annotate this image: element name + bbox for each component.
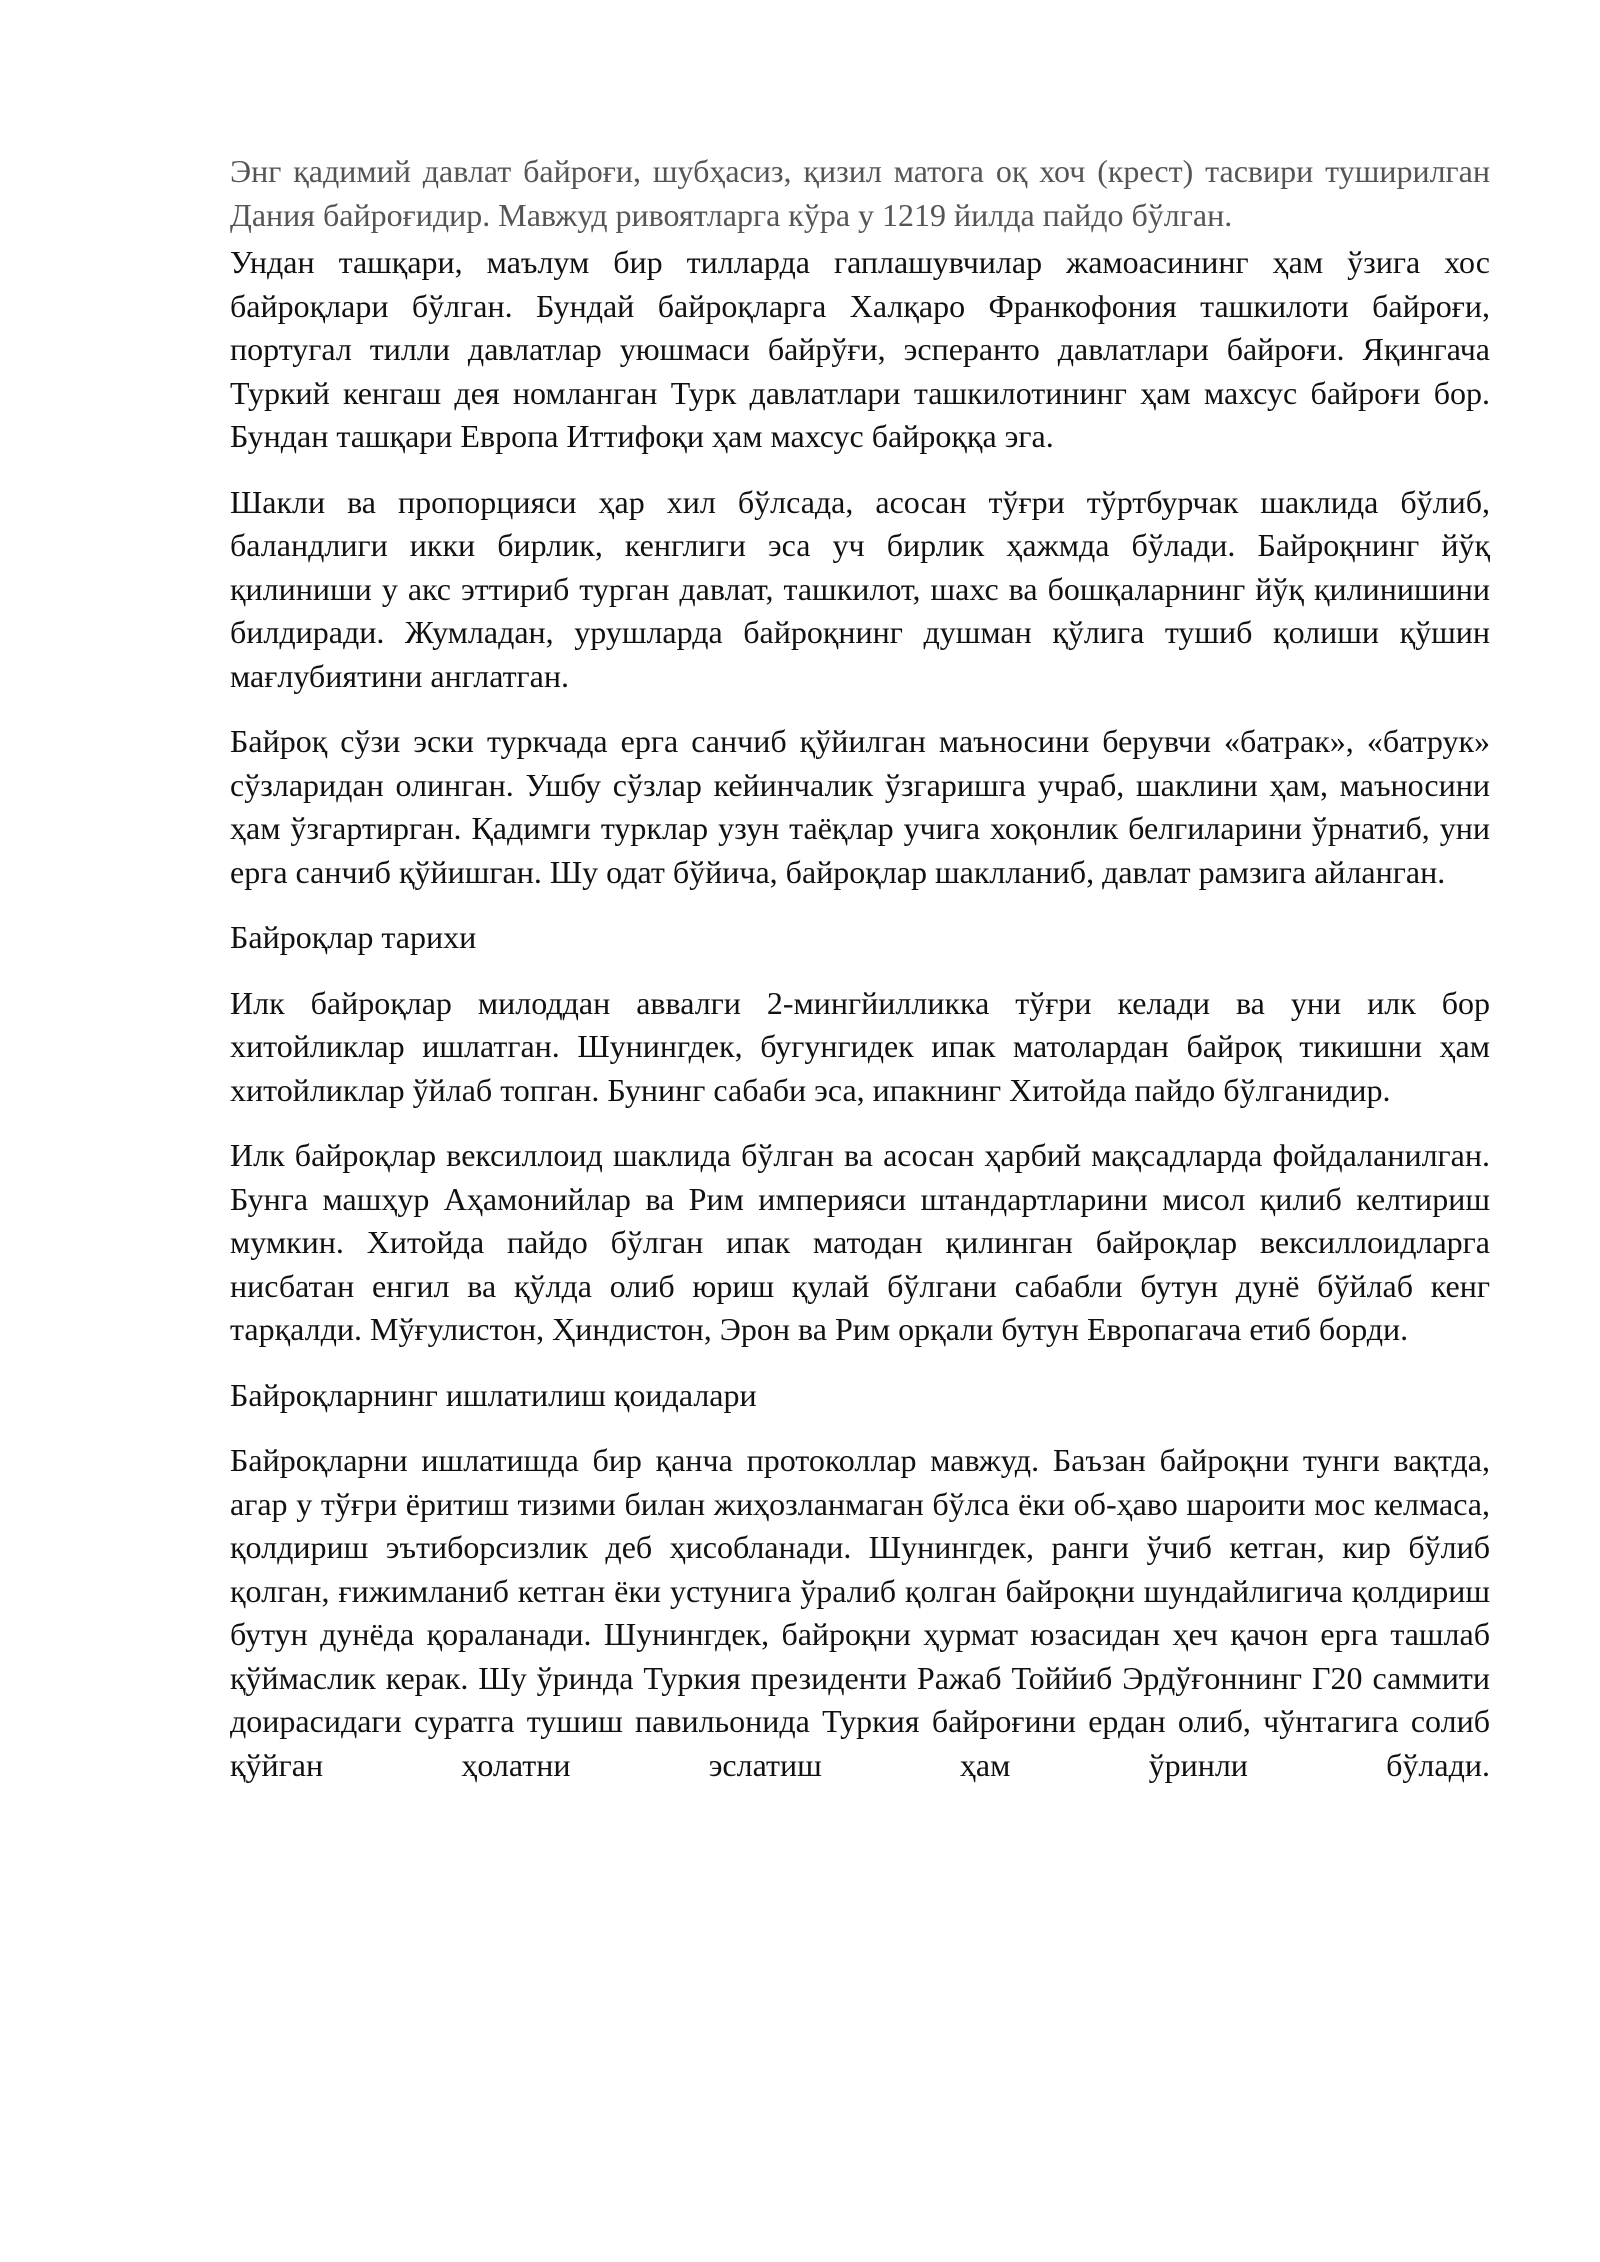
document-page (230, 150, 1490, 1809)
paragraph-first-flags-china: Илк байроқлар милоддан аввалги 2-мингйилликка тўғри келади ва уни илк бор хитойликлар ишлатган. Шунингдек, бугунгидек ипак матолардан байроқ тикишни ҳам хитойликлар ўйлаб топган. Бунинг сабаби эса, ипакнинг Хитойда пайдо бўлганидир. (230, 984, 1490, 1108)
paragraph-shape-proportions: Шакли ва пропорцияси ҳар хил бўлсада, асосан тўғри тўртбурчак шаклида бўлиб, баландлиги икки бирлик, кенглиги эса уч бирлик ҳажмда бўлади. Байроқнинг йўқ қилиниши у акс эттириб турган давлат, ташкилот, шахс ва бошқаларнинг йўқ қилинишини билдиради. Жумладан, урушларда байроқнинг душман қўлига тушиб қолиши қўшин мағлубиятини англатган. (230, 483, 1490, 694)
paragraph-language-communities: Ундан ташқари, маълум бир тилларда гаплашувчилар жамоасининг ҳам ўзига хос байроқлари бўлган. Бундай байроқларга Халқаро Франкофония ташкилоти байроғи, португал тилли давлатлар уюшмаси байрўғи, эсперанто давлатлари байроғи. Яқингача Туркий кенгаш дея номланган Турк давлатлари ташкилотининг ҳам махсус байроғи бор. Бундан ташқари Европа Иттифоқи ҳам махсус байроққа эга. (230, 244, 1490, 454)
paragraph-denmark-flag: Энг қадимий давлат байроғи, шубҳасиз, қизил матога оқ хоч (крест) тасвири туширилган Дания байроғидир. Мавжуд ривоятларга кўра у 1219 йилда пайдо бўлган. (230, 153, 1490, 233)
paragraph-vexilloid: Илк байроқлар вексиллоид шаклида бўлган ва асосан ҳарбий мақсадларда фойдаланилган. Бунга машҳур Аҳамонийлар ва Рим империяси штандартларини мисол қилиб келтириш мумкин. Хитойда пайдо бўлган ипак матодан қилинган байроқлар вексиллоидларга нисбатан енгил ва қўлда олиб юриш қулай бўлгани сабабли бутун дунё бўйлаб кенг тарқалди. Мўғулистон, Ҳиндистон, Эрон ва Рим орқали бутун Европагача етиб борди. (230, 1137, 1490, 1347)
paragraph-word-origin: Байроқ сўзи эски туркчада ерга санчиб қўйилган маъносини берувчи «батрак», «батрук» сўзларидан олинган. Ушбу сўзлар кейинчалик ўзгаришга учраб, шаклини ҳам, маъносини ҳам ўзгартирган. Қадимги турклар узун таёқлар учига хоқонлик белгиларини ўрнатиб, уни ерга санчиб қўйишган. Шу одат бўйича, байроқлар шаклланиб, давлат рамзига айланган. (230, 723, 1490, 890)
section-heading-history: Байроқлар тарихи (230, 919, 477, 955)
paragraph-usage-protocols: Байроқларни ишлатишда бир қанча протоколлар мавжуд. Баъзан байроқни тунги вақтда, агар у тўғри ёритиш тизими билан жиҳозланмаган бўлса ёки об-ҳаво шароити мос келмаса, қолдириш эътиборсизлик деб ҳисобланади. Шунингдек, ранги ўчиб кетган, кир бўлиб қолган, ғижимланиб кетган ёки устунига ўралиб қолган байроқни шундайлигича қолдириш бутун дунёда қораланади. Шунингдек, байроқни ҳурмат юзасидан ҳеч қачон ерга ташлаб қўймаслик керак. Шу ўринда Туркия президенти Ражаб Тоййиб Эрдўғоннинг Г20 саммити доирасидаги суратга тушиш павильонида Туркия байроғини ердан олиб, чўнтагига солиб қўйган ҳолатни эслатиш ҳам ўринли бўлади. (230, 1442, 1490, 1783)
section-heading-usage-rules: Байроқларнинг ишлатилиш қоидалари (230, 1376, 757, 1413)
